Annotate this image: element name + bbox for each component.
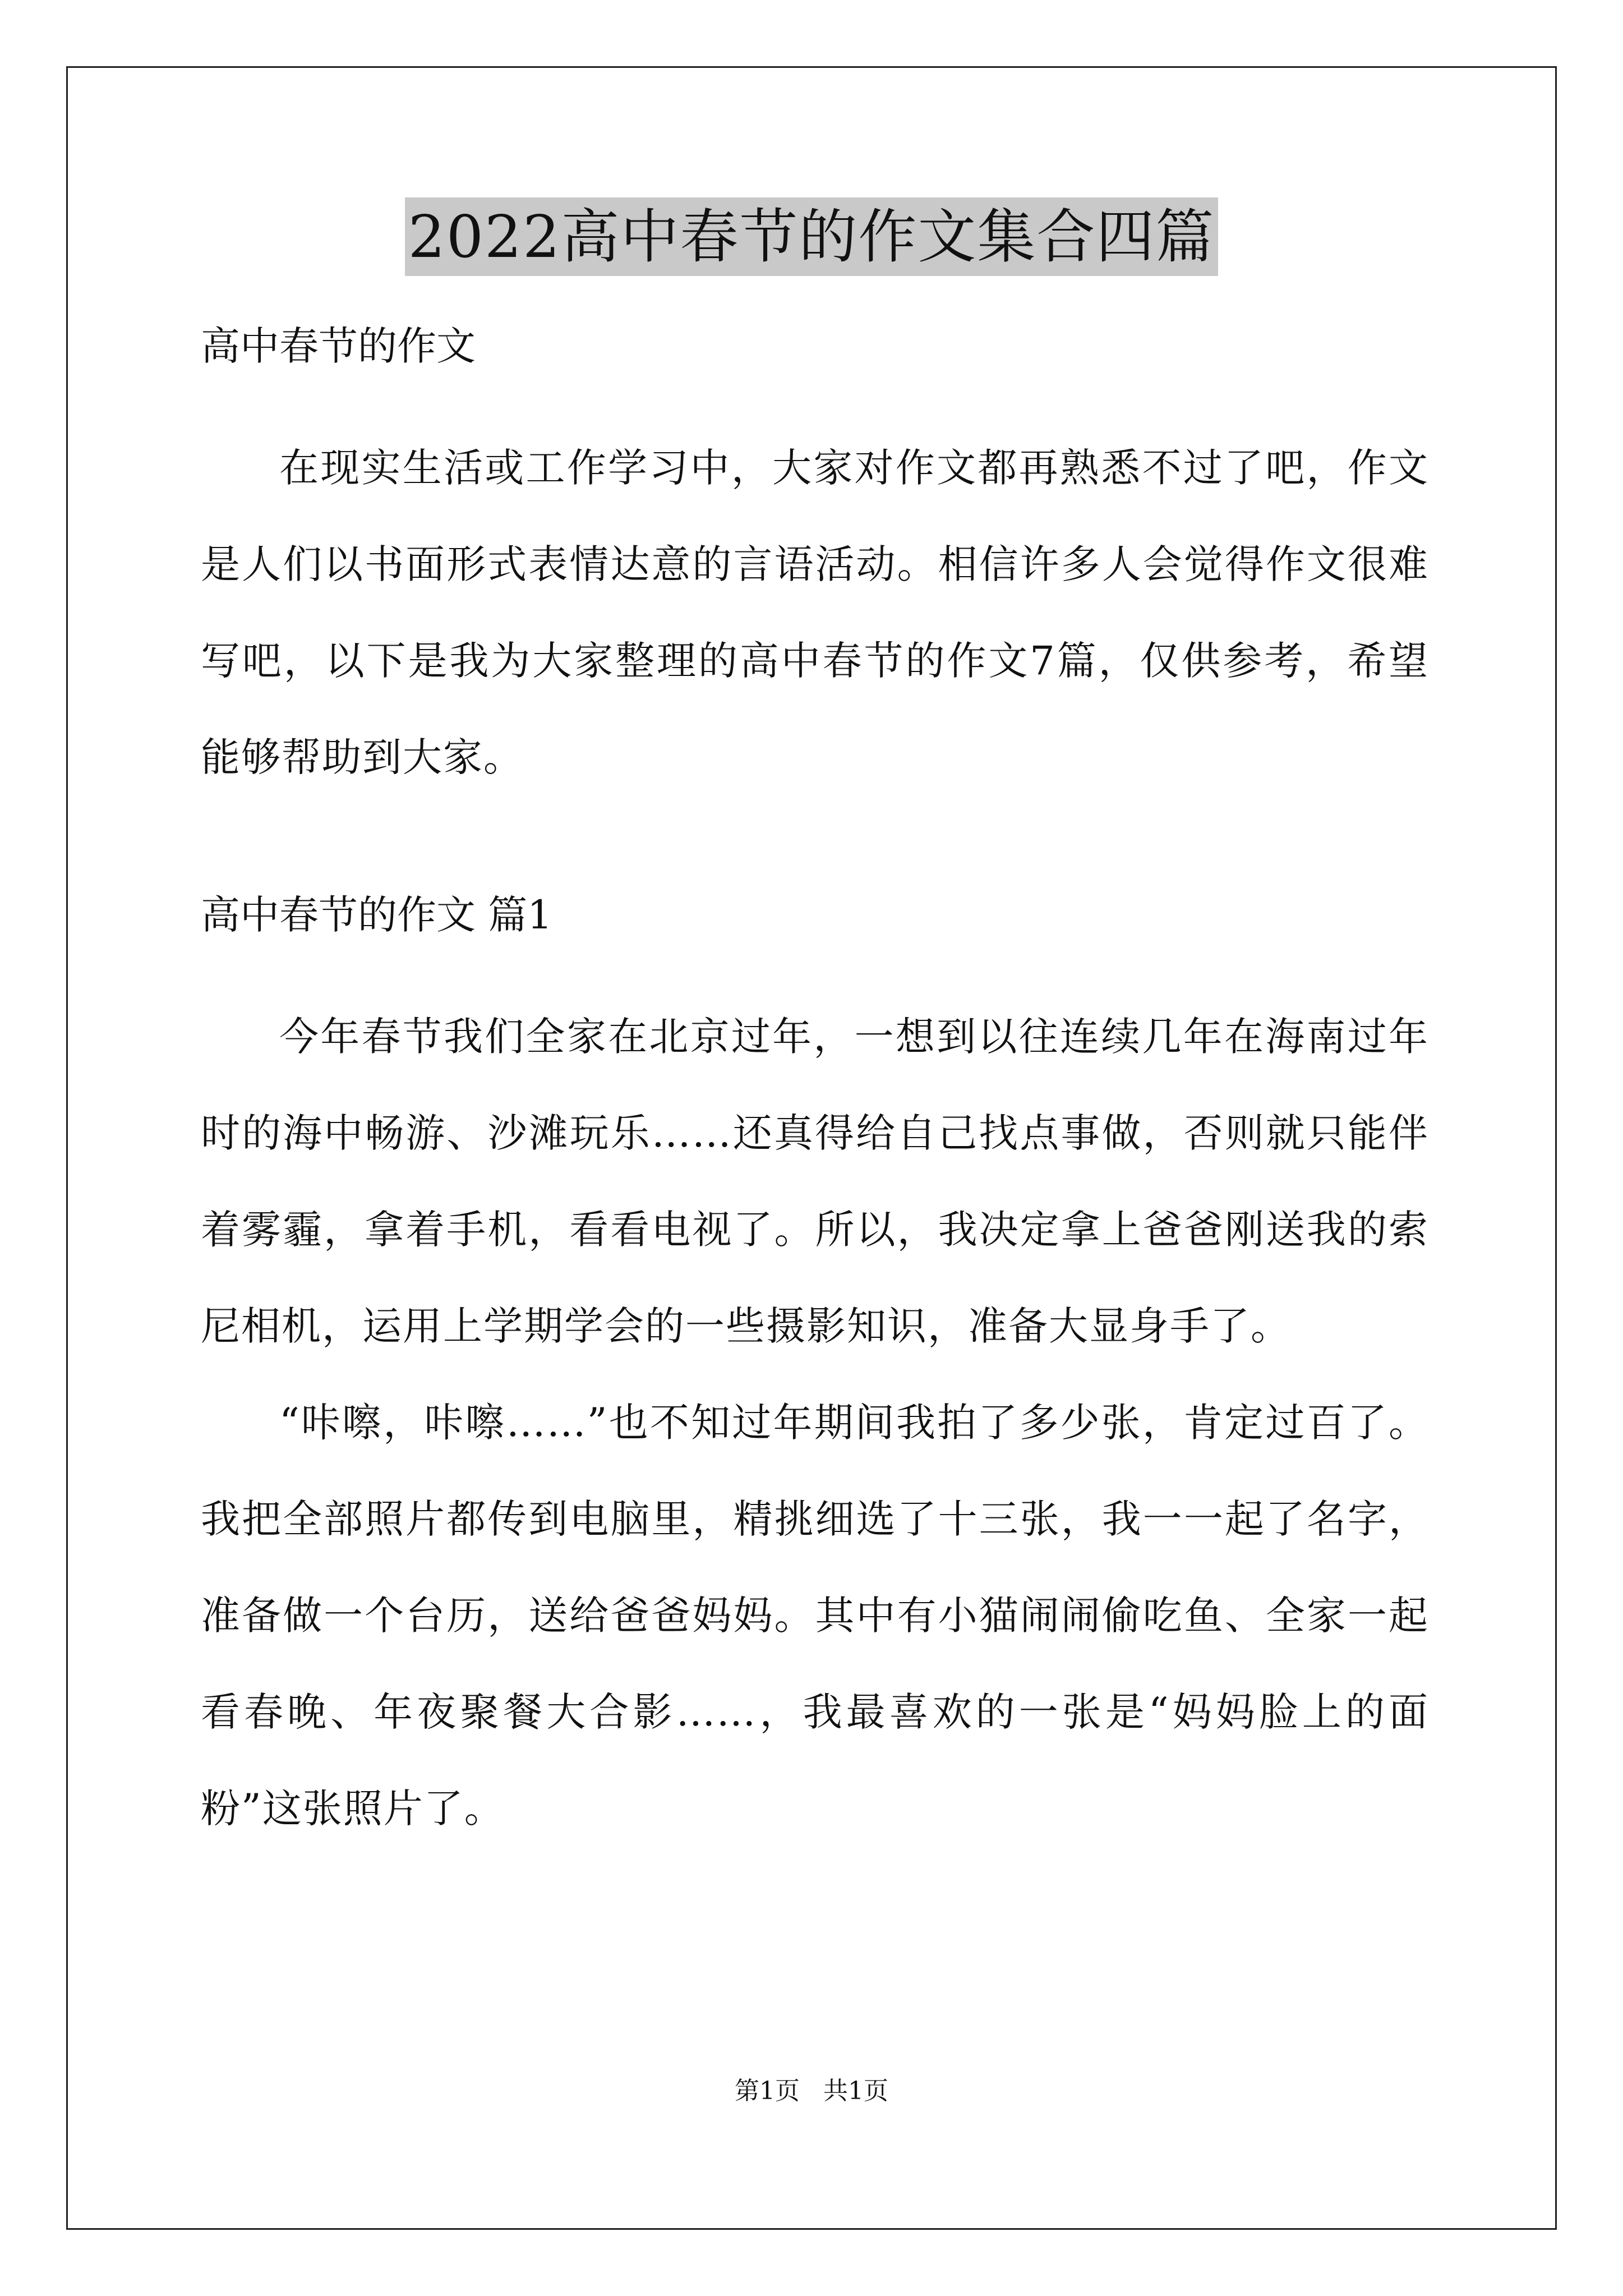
spacer xyxy=(201,806,1429,890)
intro-heading: 高中春节的作文 xyxy=(201,323,476,369)
section-1-paragraph: “咔嚓，咔嚓……”也不知过年期间我拍了多少张，肯定过百了。我把全部照片都传到电脑里，精挑细选了十三张，我一一起了名字，准备做一个台历，送给爸爸妈妈。其中有小猫闹闹偷吃鱼、全家一起看春晚、年夜聚餐大合影……，我最喜欢的一张是“妈妈脸上的面粉”这张照片了。 xyxy=(201,1400,1429,1832)
section-1-paragraph: 今年春节我们全家在北京过年，一想到以往连续几年在海南过年时的海中畅游、沙滩玩乐……还真得给自己找点事做，否则就只能伴着雾霾，拿着手机，看看电视了。所以，我决定拿上爸爸刚送我的索尼相机，运用上学期学会的一些摄影知识，准备大显身手了。 xyxy=(201,1014,1429,1349)
footer-separator xyxy=(800,2077,823,2105)
document-title: 2022高中春节的作文集合四篇 xyxy=(405,197,1219,276)
page-number: 第1页 xyxy=(735,2077,800,2105)
intro-paragraph: 在现实生活或工作学习中，大家对作文都再熟悉不过了吧，作文是人们以书面形式表情达意的言语活动。相信许多人会觉得作文很难写吧，以下是我为大家整理的高中春节的作文7篇，仅供参考，希望能够帮助到大家。 xyxy=(201,445,1429,780)
total-pages: 共1页 xyxy=(823,2077,888,2105)
document-body xyxy=(201,321,1429,1857)
section-1-heading: 高中春节的作文 篇1 xyxy=(201,892,552,938)
title-container xyxy=(0,197,1623,276)
spacer xyxy=(201,371,1429,420)
page-footer xyxy=(0,2076,1623,2107)
spacer xyxy=(201,940,1429,988)
